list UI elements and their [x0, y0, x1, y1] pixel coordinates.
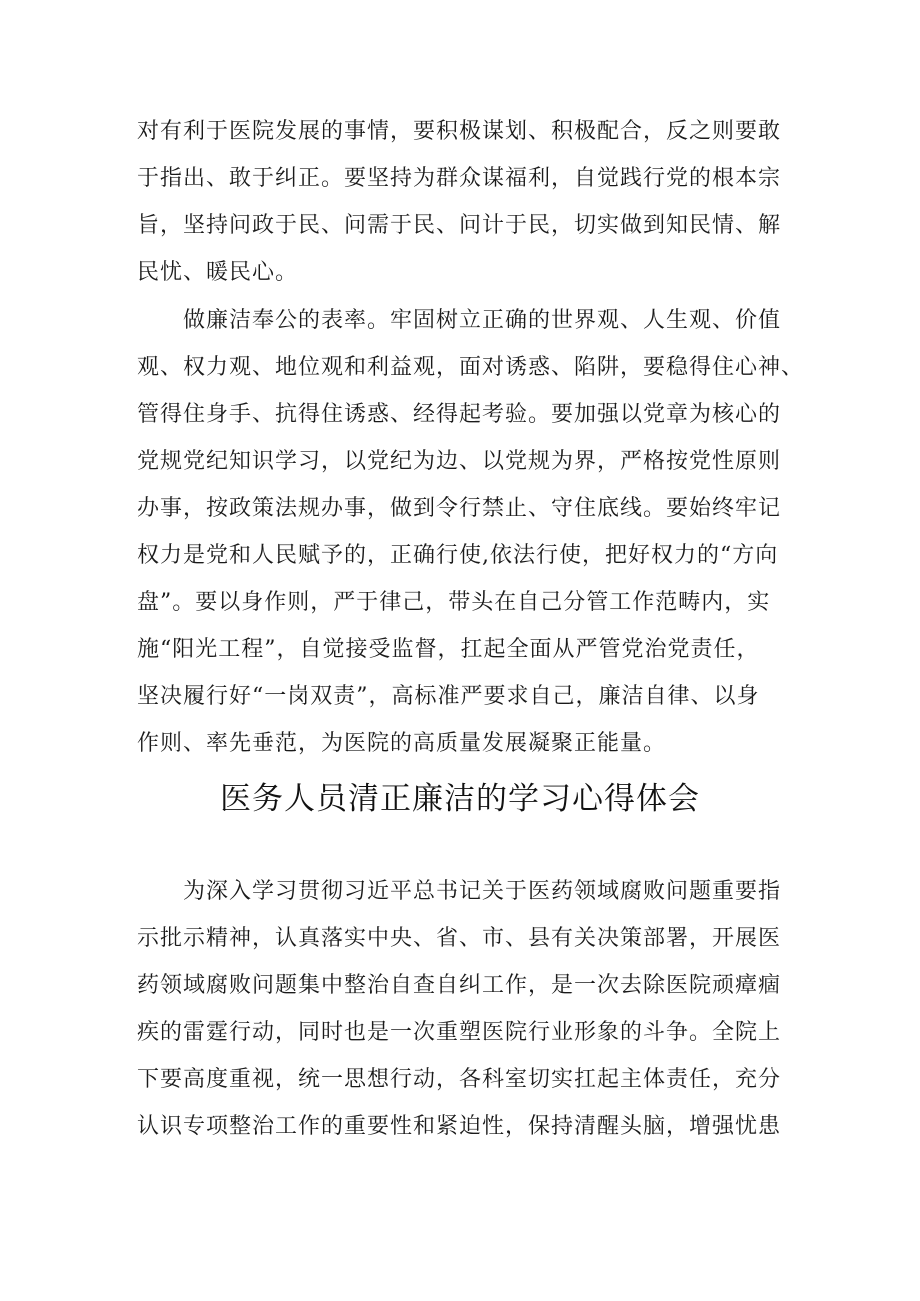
text-line: 旨，坚持问政于民、问需于民、问计于民，切实做到知民情、解 [137, 213, 782, 238]
text-line: 盘”。要以身作则，严于律己，带头在自己分管工作范畴内，实 [137, 590, 771, 615]
text-line: 办事，按政策法规办事，做到令行禁止、守住底线。要始终牢记 [137, 496, 782, 521]
text-line: 施“阳光工程”，自觉接受监督，扛起全面从严管党治党责任， [137, 637, 760, 662]
text-line: 下要高度重视，统一思想行动，各科室切实扛起主体责任，充分 [137, 1067, 782, 1092]
text-line: 管得住身手、抗得住诱惑、经得起考验。要加强以党章为核心的 [137, 402, 782, 427]
text-line: 作则、率先垂范，为医院的高质量发展凝聚正能量。 [137, 731, 667, 756]
text-line: 示批示精神，认真落实中央、省、市、县有关决策部署，开展医 [137, 926, 782, 951]
text-line: 于指出、敢于纠正。要坚持为群众谋福利，自觉践行党的根本宗 [137, 166, 782, 191]
article-title: 医务人员清正廉洁的学习心得体会 [220, 781, 700, 817]
text-line: 民忧、暖民心。 [137, 260, 299, 285]
text-line: 权力是党和人民赋予的，正确行使,依法行使，把好权力的“方向 [137, 543, 779, 568]
text-line: 疾的雷霆行动，同时也是一次重塑医院行业形象的斗争。全院上 [137, 1020, 782, 1045]
text-line: 认识专项整治工作的重要性和紧迫性，保持清醒头脑，增强忧患 [137, 1114, 782, 1139]
text-line: 观、权力观、地位观和利益观，面对诱惑、陷阱，要稳得住心神、 [137, 355, 805, 380]
text-line: 药领域腐败问题集中整治自查自纠工作，是一次去除医院顽瘴痼 [137, 973, 782, 998]
text-line: 为深入学习贯彻习近平总书记关于医药领域腐败问题重要指 [183, 879, 782, 904]
text-line: 党规党纪知识学习，以党纪为边、以党规为界，严格按党性原则 [137, 449, 782, 474]
text-line: 做廉洁奉公的表率。牢固树立正确的世界观、人生观、价值 [183, 308, 782, 333]
text-line: 坚决履行好“一岗双责”，高标准严要求自己，廉洁自律、以身 [137, 684, 760, 709]
text-line: 对有利于医院发展的事情，要积极谋划、积极配合，反之则要敢 [137, 119, 782, 144]
